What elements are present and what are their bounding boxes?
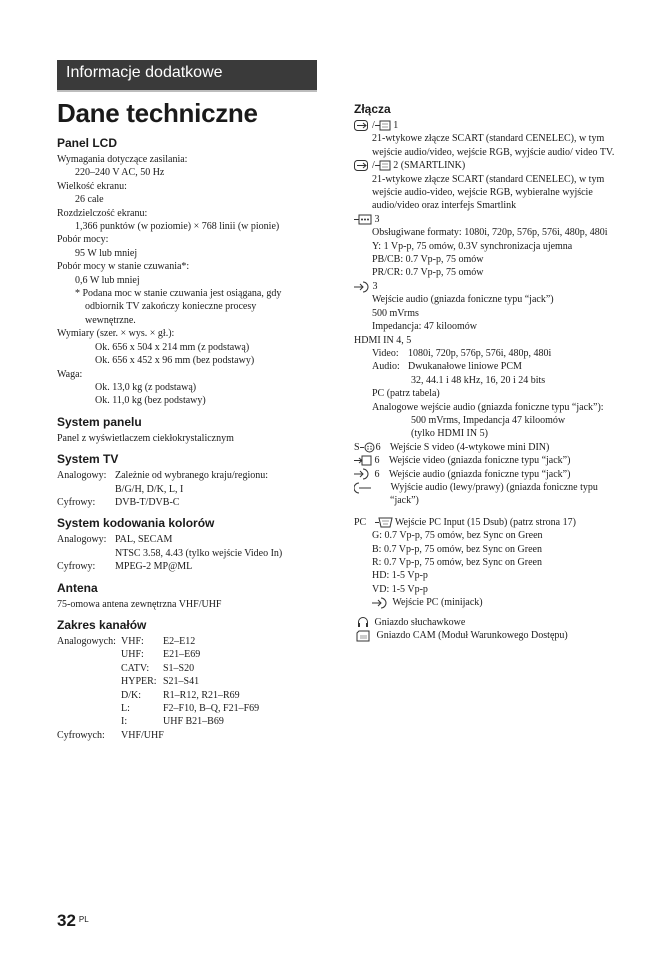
page-number [57,911,89,931]
connector-desc: Wejście PC (minijack) [392,597,483,609]
connector-desc: 21-wtykowe złącze SCART (standard CENELEC), w tym wejście audio-video, wejście RGB, wybieralne wyjście audio/video oraz interfejs Smartlink [372,173,605,212]
spec-value: 75-omowa antena zewnętrzna VHF/UHF [57,598,222,610]
connector-desc: Wejście audio (gniazda foniczne typu “jack”) [372,294,554,306]
band-label: D/K: [121,689,141,701]
component-icon [354,214,372,225]
connector-desc: Gniazdo słuchawkowe [374,616,466,628]
spec-value: 220–240 V AC, 50 Hz [75,167,165,179]
pc-port-icon [375,517,393,528]
connector-desc: Gniazdo CAM (Moduł Warunkowego Dostępu) [376,630,568,642]
page-title: Dane techniczne [57,98,258,128]
band-label: L: [121,703,130,714]
spec-label: Cyfrowy: [57,561,96,573]
footnote: wewnętrzne. [85,314,136,326]
band-range: E21–E69 [163,649,201,661]
page-lang: PL [78,915,89,924]
spec-value: Panel z wyświetlaczem ciekłokrystalicznym [57,432,234,444]
connector-desc: 21-wtykowe złącze SCART (standard CENELEC), w tym wejście audio/video, wejście RGB, wyjście audio/ video TV. [372,133,615,158]
heading-system-kolor: System kodowania kolorów [57,516,215,531]
band-label: UHF: [121,649,144,661]
spec-label: Analogowych: [57,635,116,647]
heading-zakres: Zakres kanałów [57,617,147,632]
spec-label: Waga: [57,368,83,380]
scart-output-icon [375,160,391,171]
connector-number: 3 [374,213,380,225]
spec-label: Pobór mocy w stanie czuwania*: [57,261,190,273]
spec-label: Wymagania dotyczące zasilania: [57,154,188,165]
band-label: I: [121,716,128,728]
connector-desc: PR/CR: 0.7 Vp-p, 75 omów [372,267,484,279]
connector-number: 3 [372,280,378,292]
audio-input-icon [372,597,390,609]
heading-zlacza: Złącza [354,102,391,116]
spec-label: Analogowy: [57,470,107,482]
connector-desc: PB/CB: 0.7 Vp-p, 75 omów [372,254,484,266]
section-banner [57,60,317,92]
spec-value: (tylko HDMI IN 5) [411,428,488,440]
page-number-value: 32 [57,911,76,930]
spec-value: MPEG-2 MP@ML [115,561,193,573]
hdmi-label: HDMI IN 4, 5 [354,334,412,346]
connector-desc: Wejście S video (4-wtykowe mini DIN) [389,441,550,453]
band-label: HYPER: [121,676,157,688]
band-range: S1–S20 [163,662,195,674]
spec-label: Pobór mocy: [57,234,109,246]
heading-antena: Antena [57,580,98,595]
footnote: * Podana moc w stanie czuwania jest osiągana, gdy [75,288,282,300]
heading-system-tv: System TV [57,452,119,467]
spec-value: R: 0.7 Vp-p, 75 omów, bez Sync on Green [372,557,542,568]
spec-value: 0,6 W lub mniej [75,274,140,286]
spec-value: DVB-T/DVB-C [115,496,180,508]
scart-input-icon [354,120,372,131]
heading-panel-lcd: Panel LCD [57,136,118,150]
connector-desc: Impedancja: 47 kiloomów [372,321,477,333]
cam-slot-icon [354,630,374,642]
connector-desc: Y: 1 Vp-p, 75 omów, 0.3V synchronizacja ujemna [372,240,573,252]
connector-desc: Wejście PC Input (15 Dsub) (patrz strona 17) [394,516,576,528]
spec-label: Wymiary (szer. × wys. × gł.): [57,328,175,340]
connector-desc: Wyjście audio (lewy/prawy) (gniazda foniczne typu [390,481,598,493]
footnote: odbiornik TV zakończy konieczne procesy [85,301,257,313]
spec-label: Video: [372,347,399,359]
spec-value: Ok. 11,0 kg (bez podstawy) [95,395,206,407]
connector-desc: Obsługiwane formaty: 1080i, 720p, 576p, 576i, 480p, 480i [372,227,608,239]
spec-value: PAL, SECAM [115,534,173,546]
audio-input-icon [354,281,370,293]
video-input-icon [354,455,372,466]
band-range: R1–R12, R21–R69 [163,689,240,701]
headphone-icon [354,616,372,628]
connector-desc: Wejście video (gniazda foniczne typu “jack”) [388,455,571,467]
scart-input-icon [354,160,372,171]
s-video-icon [360,442,376,453]
spec-value: B: 0.7 Vp-p, 75 omów, bez Sync on Green [372,543,542,555]
spec-label: Cyfrowych: [57,729,105,741]
spec-value: Analogowe wejście audio (gniazda foniczne typu “jack”): [372,401,604,413]
spec-label: Rozdzielczość ekranu: [57,207,148,219]
band-label: CATV: [121,662,150,674]
right-column: Złącza / 1 21-wtykowe złącze SCART (standard CENELEC), w tym wejście audio/video, wejście RGB, wyjście audio/ video TV. / 2 (SMARTLINK) 21-wtykowe złącze SCART (standard CENELEC), w tym wejście audio-video, wejście RGB, wybieralne wyjście audio/video oraz interfejs Smartlink 3 Obsługiwane formaty: 1080i, 720p, 576p, 576i, 480p, 480i Y: 1 Vp-p, 75 omów, 0.3V synchronizacja ujemna PB/CB: 0.7 Vp-p, 75 omów PR/CR: 0.7 Vp-p, 75 omów 3 Wejście audio (gniazda foniczne typu “jack”) 500 mVrms Impedancja: 47 kiloomów HDMI IN 4, 5 Video: 1080i, 720p, 576p, 576i, 480p, 480i Audio: Dwukanałowe liniowe PCM 32, 44.1 i 48 kHz, 16, 20 i 24 bits PC (patrz tabela) Analogowe wejście audio (gniazda foniczne typu “jack”): 500 mVrms, Impedancja 47 kiloomów (tylko HDMI IN 5) S 6 Wejście S video (4-wtykowe mini DIN) 6 Wejście video (gniazda foniczne typu “jack”) 6 Wejście audio (gniazda foniczne typu “jack”) Wyjście audio (lewy/prawy) (gniazda foniczne typu “jack”) PC Wejście PC Input (15 Dsub) (patrz strona 17) G: 0.7 Vp-p, 75 omów, bez Sync on Green B: 0.7 Vp-p, 75 omów, bez Sync on Green R: 0.7 Vp-p, 75 omów, bez Sync on Green HD: 1-5 Vp-p VD: 1-5 Vp-p Wejście PC (minijack) Gniazdo słuchawkowe Gniazdo CAM (Moduł Warunkowego Dostępu) [354,102,634,642]
spec-value: Ok. 656 x 504 x 214 mm (z podstawą) [95,341,250,353]
audio-output-icon [354,482,372,494]
pc-label: PC [354,516,367,528]
band-range: UHF B21–B69 [163,716,224,728]
spec-value: 1,366 punktów (w poziomie) × 768 linii (w pionie) [75,221,280,233]
spec-value: Dwukanałowe liniowe PCM [408,361,522,373]
connector-number: 1 [393,120,399,131]
spec-value: Zależnie od wybranego kraju/regionu: [115,470,268,482]
spec-value: VD: 1-5 Vp-p [372,583,428,595]
connector-desc: “jack”) [390,495,419,507]
spec-label: Wielkość ekranu: [57,180,127,192]
spec-label: Audio: [372,361,400,373]
spec-value: 1080i, 720p, 576p, 576i, 480p, 480i [408,347,552,359]
spec-value: PC (patrz tabela) [372,388,440,400]
s-video-prefix: S [354,441,360,453]
connector-number: 2 (SMARTLINK) [393,160,466,172]
connector-number: 6 [374,468,380,480]
spec-value: Ok. 13,0 kg (z podstawą) [95,381,197,393]
band-range: F2–F10, B–Q, F21–F69 [163,703,260,714]
spec-label: Cyfrowy: [57,496,96,508]
connector-desc: 500 mVrms [372,307,419,319]
connector-desc: Wejście audio (gniazda foniczne typu “jack”) [388,468,571,480]
band-label: VHF: [121,635,144,647]
spec-value: Ok. 656 x 452 x 96 mm (bez podstawy) [95,355,255,367]
spec-value: B/G/H, D/K, L, I [115,483,184,495]
spec-value: 26 cale [75,194,104,206]
spec-value: 32, 44.1 i 48 kHz, 16, 20 i 24 bits [411,374,546,386]
left-column [57,136,327,742]
banner-title: Informacje dodatkowe [66,64,223,81]
spec-value: HD: 1-5 Vp-p [372,570,428,582]
band-range: E2–E12 [163,635,196,647]
spec-value: NTSC 3.58, 4.43 (tylko wejście Video In) [115,547,283,559]
channel-table [57,635,327,742]
spec-value: G: 0.7 Vp-p, 75 omów, bez Sync on Green [372,530,543,542]
connector-number: 6 [374,455,380,467]
spec-value: VHF/UHF [121,729,164,741]
audio-input-icon [354,468,372,480]
heading-system-panelu: System panelu [57,414,142,429]
spec-value: 95 W lub mniej [75,247,138,259]
scart-output-icon [375,120,391,131]
connector-number: 6 [375,441,381,453]
band-range: S21–S41 [163,676,200,688]
spec-value: 500 mVrms, Impedancja 47 kiloomów [411,414,566,426]
spec-label: Analogowy: [57,534,107,546]
